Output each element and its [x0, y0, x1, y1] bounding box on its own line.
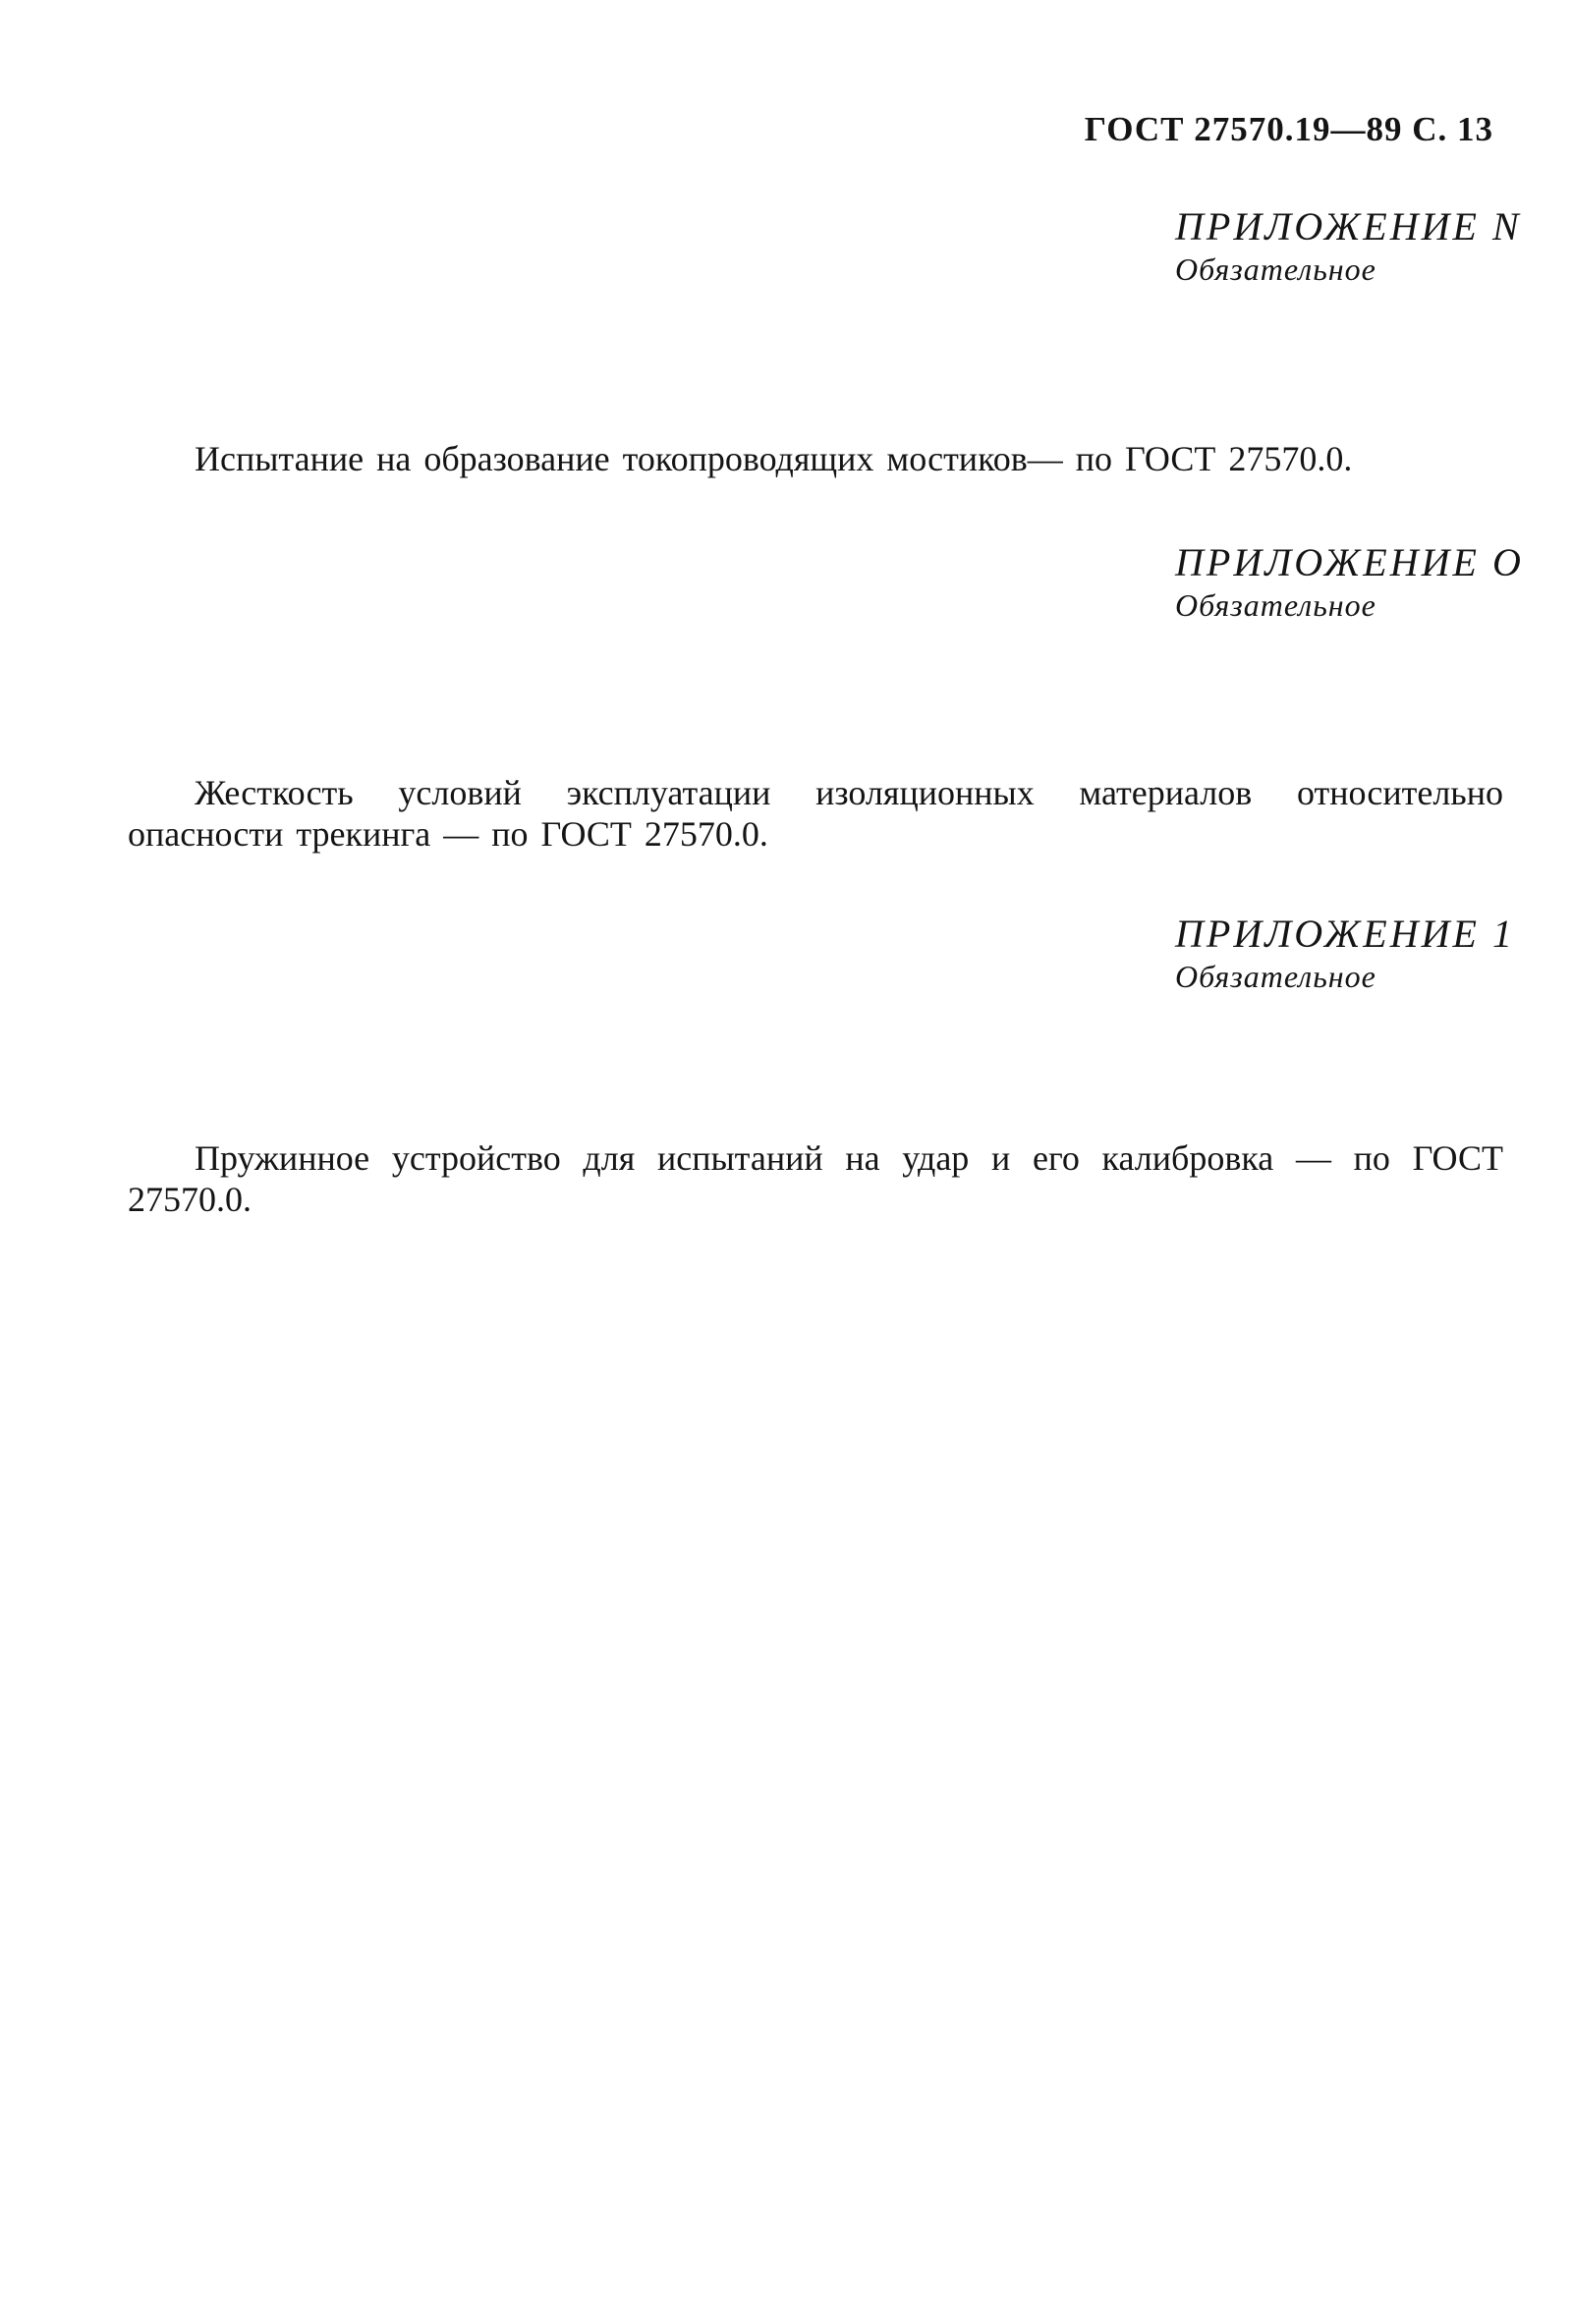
appendix-title: ПРИЛОЖЕНИЕ О	[1175, 540, 1524, 584]
appendix-body-text: Испытание на образование токопроводящих мостиков— по ГОСТ 27570.0.	[195, 439, 1353, 478]
appendix-status: Обязательное	[1175, 959, 1376, 994]
appendix-heading-o	[1175, 540, 1524, 625]
appendix-heading-n	[1175, 204, 1522, 289]
appendix-title: ПРИЛОЖЕНИЕ N	[1175, 204, 1522, 249]
appendix-body-text: Пружинное устройство для испытаний на удар и его калибровка — по ГОСТ 27570.0.	[128, 1138, 1503, 1219]
appendix-status: Обязательное	[1175, 251, 1376, 287]
appendix-status: Обязательное	[1175, 587, 1376, 623]
appendix-title: ПРИЛОЖЕНИЕ 1	[1175, 912, 1515, 956]
appendix-body-text: Жесткость условий эксплуатации изоляционных материалов относительно опасности трекинга — по ГОСТ 27570.0.	[128, 773, 1503, 854]
appendix-heading-1	[1175, 912, 1515, 996]
page-header: ГОСТ 27570.19—89 С. 13	[1084, 110, 1493, 148]
